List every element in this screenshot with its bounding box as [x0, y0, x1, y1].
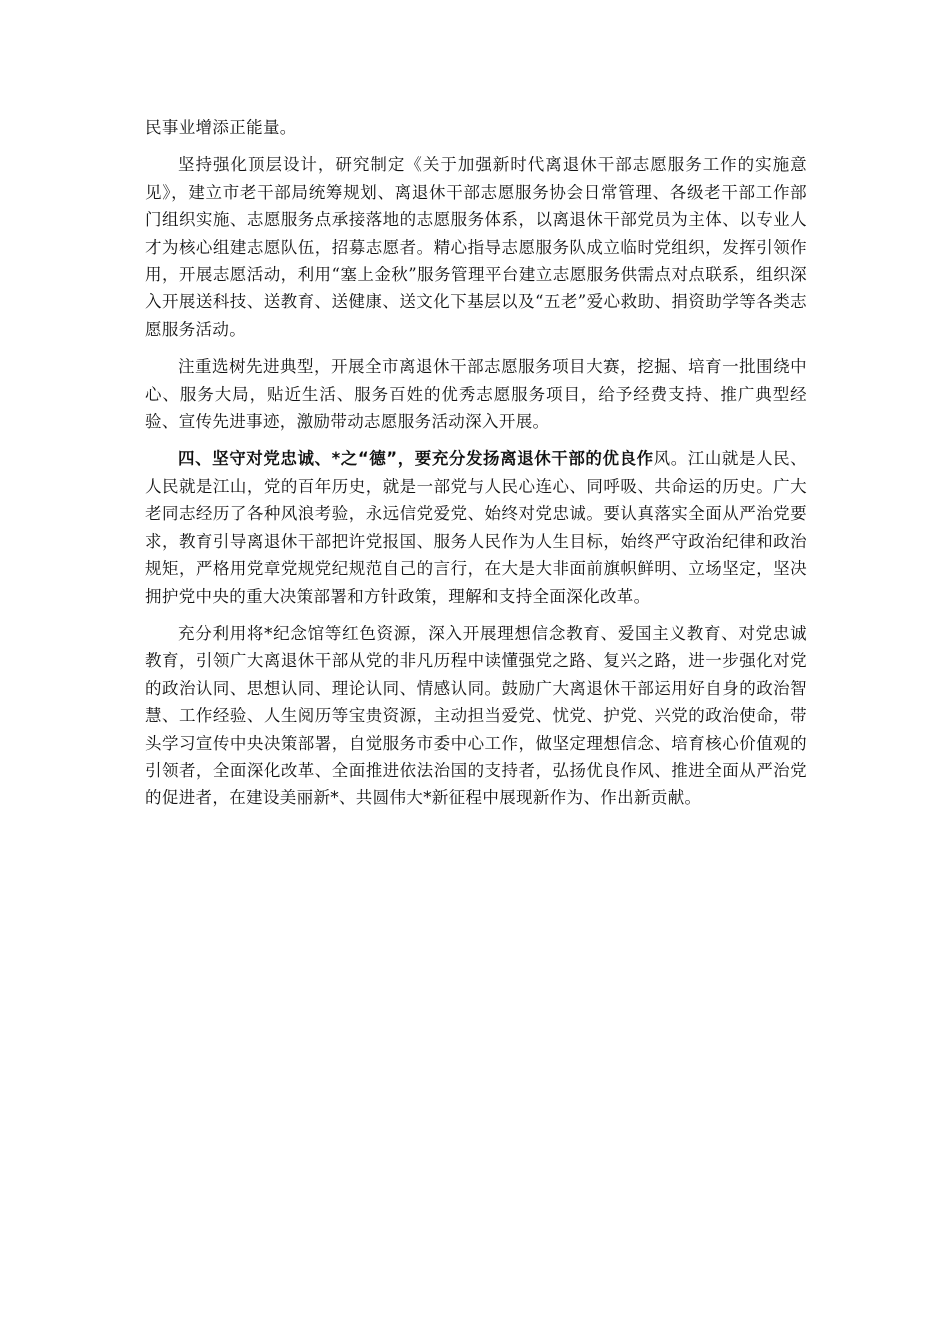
paragraph-volunteer-system: 坚持强化顶层设计，研究制定《关于加强新时代离退休干部志愿服务工作的实施意见》，建立市老干部局统筹规划、离退休干部志愿服务协会日常管理、各级老干部工作部门组织实施、志愿服务点承接落地的志愿服务体系，以离退休干部党员为主体、以专业人才为核心组建志愿队伍，招募志愿者。精心指导志愿服务队成立临时党组织，发挥引领作用，开展志愿活动，利用“塞上金秋”服务管理平台建立志愿服务供需点对点联系，组织深入开展送科技、送教育、送健康、送文化下基层以及“五老”爱心救助、捐资助学等各类志愿服务活动。: [145, 155, 807, 339]
paragraph-continuation: 民事业增添正能量。: [145, 118, 297, 137]
section-heading: 四、坚守对党忠诚、*之“德”，要充分发扬离退休干部的优良作: [178, 449, 654, 469]
section-body: 风。江山就是人民、人民就是江山，党的百年历史，就是一部党与人民心连心、同呼吸、共命运的历史。广大老同志经历了各种风浪考验，永远信党爱党、始终对党忠诚。要认真落实全面从严治党要求，教育引导离退休干部把许党报国、服务人民作为人生目标，始终严守政治纪律和政治规矩，严格用党章党规党纪规范自己的言行，在大是大非面前旗帜鲜明、立场坚定，坚决拥护党中央的重大决策部署和方针政策，理解和支持全面深化改革。: [145, 449, 807, 606]
paragraph-section-four: [145, 445, 807, 609]
paragraph-red-resources: 充分利用将*纪念馆等红色资源，深入开展理想信念教育、爱国主义教育、对党忠诚教育，引领广大离退休干部从党的非凡历程中读懂强党之路、复兴之路，进一步强化对党的政治认同、思想认同、理论认同、情感认同。鼓励广大离退休干部运用好自身的政治智慧、工作经验、人生阅历等宝贵资源，主动担当爱党、忧党、护党、兴党的政治使命，带头学习宣传中央决策部署，自觉服务市委中心工作，做坚定理想信念、培育核心价值观的引领者，全面深化改革、全面推进依法治国的支持者，弘扬优良作风、推进全面从严治党的促进者，在建设美丽新*、共圆伟大*新征程中展现新作为、作出新贡献。: [145, 623, 807, 808]
paragraph-typical-models: 注重选树先进典型，开展全市离退休干部志愿服务项目大赛，挖掘、培育一批围绕中心、服务大局，贴近生活、服务百姓的优秀志愿服务项目，给予经费支持、推广典型经验、宣传先进事迹，激励带动志愿服务活动深入开展。: [145, 357, 807, 432]
document-body: [145, 114, 807, 822]
